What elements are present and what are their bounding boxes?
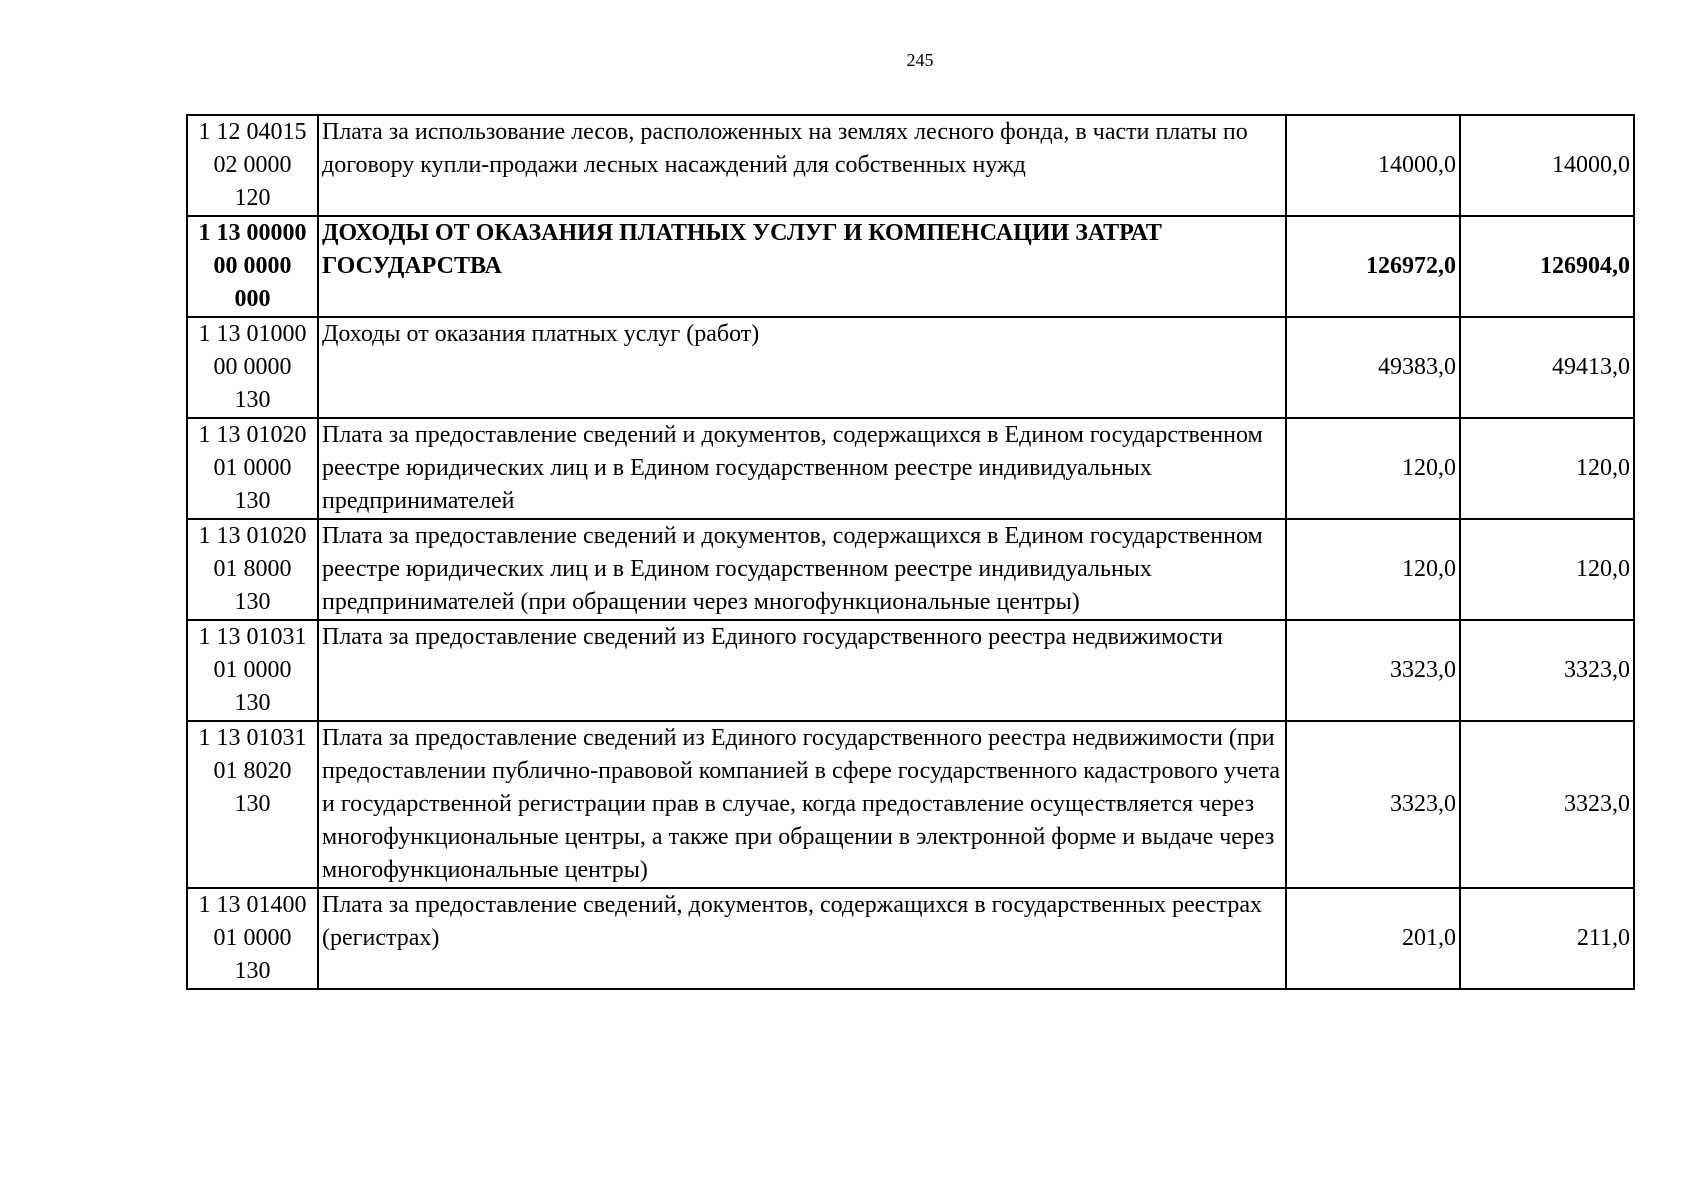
table-row (187, 888, 1634, 989)
description-cell: Плата за использование лесов, расположенных на землях лесного фонда, в части платы по договору купли-продажи лесных насаждений для собственных нужд (318, 115, 1286, 216)
table-row (187, 721, 1634, 888)
budget-code-cell: 1 13 01031 01 8020 130 (187, 721, 318, 888)
description-cell: ДОХОДЫ ОТ ОКАЗАНИЯ ПЛАТНЫХ УСЛУГ И КОМПЕНСАЦИИ ЗАТРАТ ГОСУДАРСТВА (318, 216, 1286, 317)
budget-code-cell: 1 13 01020 01 8000 130 (187, 519, 318, 620)
amount-cell-2: 14000,0 (1460, 115, 1634, 216)
amount-cell-1: 49383,0 (1286, 317, 1460, 418)
amount-cell-1: 126972,0 (1286, 216, 1460, 317)
description-cell: Плата за предоставление сведений из Единого государственного реестра недвижимости (318, 620, 1286, 721)
budget-code-cell: 1 13 01000 00 0000 130 (187, 317, 318, 418)
description-cell: Плата за предоставление сведений и документов, содержащихся в Едином государственном реестре юридических лиц и в Едином государственном реестре индивидуальных предпринимателей (при обращении через многофункциональные центры) (318, 519, 1286, 620)
amount-cell-1: 3323,0 (1286, 620, 1460, 721)
amount-cell-2: 3323,0 (1460, 721, 1634, 888)
table-row (187, 216, 1634, 317)
table-row (187, 418, 1634, 519)
budget-code-cell: 1 13 01031 01 0000 130 (187, 620, 318, 721)
description-cell: Плата за предоставление сведений из Единого государственного реестра недвижимости (при предоставлении публично-правовой компанией в сфере государственного кадастрового учета и государственной регистрации прав в случае, когда предоставление осуществляется через многофункциональные центры, а также при обращении в электронной форме и выдаче через многофункциональные центры) (318, 721, 1286, 888)
description-cell: Плата за предоставление сведений, документов, содержащихся в государственных реестрах (регистрах) (318, 888, 1286, 989)
amount-cell-1: 120,0 (1286, 418, 1460, 519)
table-row (187, 115, 1634, 216)
table-row (187, 519, 1634, 620)
budget-table (186, 114, 1635, 990)
amount-cell-1: 201,0 (1286, 888, 1460, 989)
amount-cell-2: 126904,0 (1460, 216, 1634, 317)
description-cell: Плата за предоставление сведений и документов, содержащихся в Едином государственном реестре юридических лиц и в Едином государственном реестре индивидуальных предпринимателей (318, 418, 1286, 519)
page-number: 245 (906, 50, 934, 70)
amount-cell-2: 49413,0 (1460, 317, 1634, 418)
budget-code-cell: 1 13 01400 01 0000 130 (187, 888, 318, 989)
description-cell: Доходы от оказания платных услуг (работ) (318, 317, 1286, 418)
budget-code-cell: 1 13 00000 00 0000 000 (187, 216, 318, 317)
budget-table-body (187, 115, 1634, 989)
amount-cell-2: 211,0 (1460, 888, 1634, 989)
amount-cell-1: 3323,0 (1286, 721, 1460, 888)
budget-code-cell: 1 12 04015 02 0000 120 (187, 115, 318, 216)
amount-cell-2: 120,0 (1460, 418, 1634, 519)
amount-cell-1: 14000,0 (1286, 115, 1460, 216)
table-row (187, 620, 1634, 721)
budget-code-cell: 1 13 01020 01 0000 130 (187, 418, 318, 519)
amount-cell-2: 120,0 (1460, 519, 1634, 620)
amount-cell-2: 3323,0 (1460, 620, 1634, 721)
table-row (187, 317, 1634, 418)
amount-cell-1: 120,0 (1286, 519, 1460, 620)
